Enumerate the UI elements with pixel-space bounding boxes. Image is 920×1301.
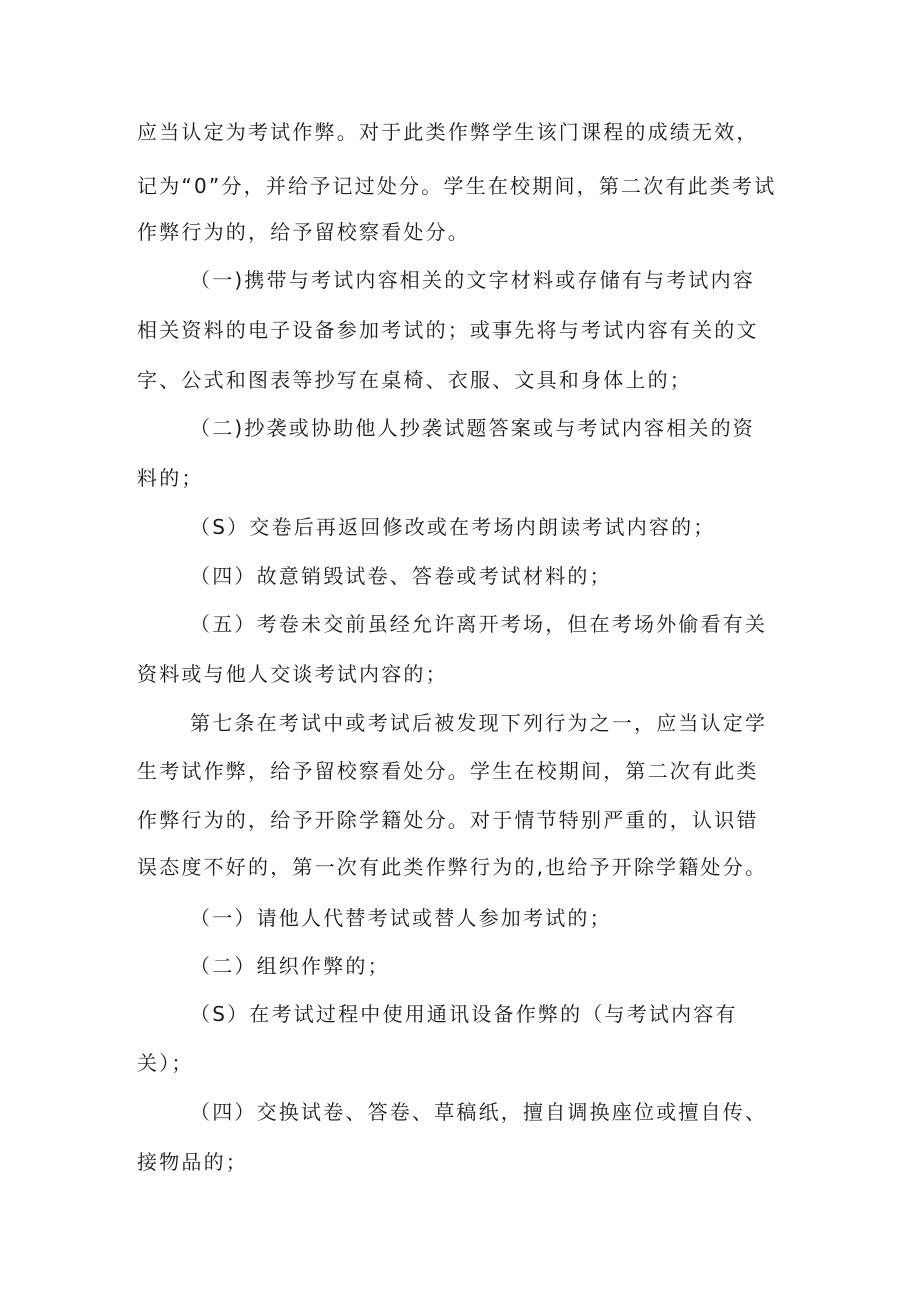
text-line: （四）交换试卷、答卷、草稿纸，擅自调换座位或擅自传、 bbox=[190, 1100, 768, 1124]
text-line: 误态度不好的，第一次有此类作弊行为的,也给予开除学籍处分。 bbox=[137, 855, 768, 879]
text-line: 生考试作弊，给予留校察看处分。学生在校期间，第二次有此类 bbox=[137, 759, 759, 783]
text-line: 字、公式和图表等抄写在桌椅、衣服、文具和身体上的； bbox=[137, 368, 692, 392]
text-line: 料的； bbox=[137, 466, 204, 490]
text-line: （一)携带与考试内容相关的文字材料或存储有与考试内容 bbox=[190, 268, 756, 292]
text-line: （S）在考试过程中使用通讯设备作弊的（与考试内容有 bbox=[190, 1002, 738, 1026]
text-line: 关）； bbox=[137, 1051, 194, 1075]
text-line: 作弊行为的，给予开除学籍处分。对于情节特别严重的，认识错 bbox=[137, 808, 759, 832]
text-line: 相关资料的电子设备参加考试的；或事先将与考试内容有关的文 bbox=[137, 318, 759, 342]
text-line: 应当认定为考试作弊。对于此类作弊学生该门课程的成绩无效， bbox=[137, 120, 759, 144]
text-line: 第七条在考试中或考试后被发现下列行为之一，应当认定学 bbox=[190, 711, 768, 735]
text-line: （二)抄袭或协助他人抄袭试题答案或与考试内容相关的资 bbox=[190, 416, 756, 440]
text-line: 记为“0”分，并给予记过处分。学生在校期间，第二次有此类考试 bbox=[137, 174, 777, 198]
text-line: （S）交卷后再返回修改或在考场内朗读考试内容的； bbox=[190, 515, 716, 539]
text-line: 接物品的； bbox=[137, 1150, 248, 1174]
text-line: 作弊行为的，给予留校察看处分。 bbox=[137, 220, 470, 244]
text-line: （二）组织作弊的； bbox=[190, 954, 390, 978]
text-line: （四）故意销毁试卷、答卷或考试材料的； bbox=[190, 564, 612, 588]
text-line: （一）请他人代替考试或替人参加考试的； bbox=[190, 906, 612, 930]
text-line: 资料或与他人交谈考试内容的； bbox=[137, 662, 448, 686]
text-line: （五）考卷未交前虽经允许离开考场，但在考场外偷看有关 bbox=[190, 612, 768, 636]
